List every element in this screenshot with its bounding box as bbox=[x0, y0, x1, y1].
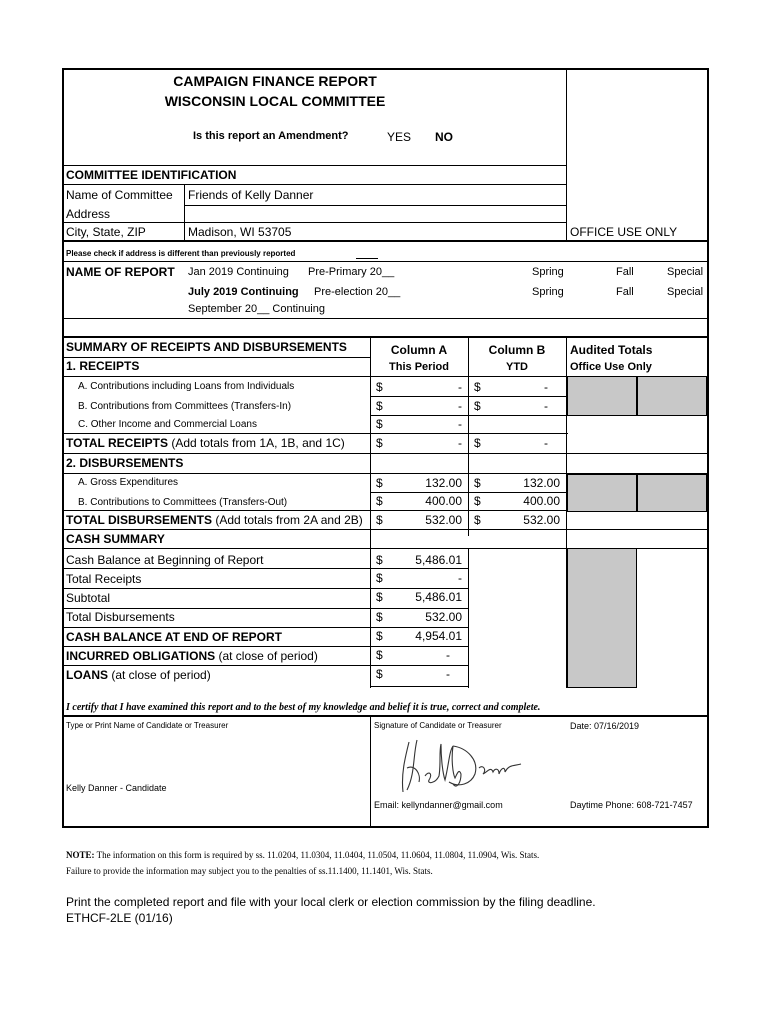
rule bbox=[62, 715, 709, 717]
obligations-label bbox=[66, 649, 318, 663]
rule bbox=[370, 492, 568, 493]
rule bbox=[62, 68, 709, 70]
rule bbox=[707, 68, 709, 828]
total-receipts-note: (Add totals from 1A, 1B, and 1C) bbox=[171, 436, 345, 450]
dollar-sign: $ bbox=[376, 590, 383, 604]
dollar-sign: $ bbox=[376, 553, 383, 567]
rule bbox=[62, 665, 468, 666]
report-option[interactable]: Special bbox=[667, 286, 704, 298]
email[interactable]: Email: kellyndanner@gmail.com bbox=[374, 800, 503, 810]
rule bbox=[62, 608, 468, 609]
amount-cell[interactable]: 532.00 bbox=[425, 513, 462, 527]
disbursements-section: 2. DISBURSEMENTS bbox=[66, 456, 184, 470]
amendment-no[interactable]: NO bbox=[435, 130, 453, 144]
amount-cell[interactable]: 400.00 bbox=[523, 494, 560, 508]
report-option[interactable]: Pre-Primary 20__ bbox=[308, 266, 395, 278]
rule bbox=[62, 627, 468, 628]
loans-note: (at close of period) bbox=[111, 668, 211, 682]
dollar-sign: $ bbox=[376, 436, 383, 450]
dollar-sign: $ bbox=[474, 513, 481, 527]
summary-title: SUMMARY OF RECEIPTS AND DISBURSEMENTS bbox=[66, 340, 347, 354]
amount-cell[interactable]: - bbox=[458, 417, 462, 431]
address-check: Please check if address is different than previously reported bbox=[66, 249, 296, 258]
amount-cell[interactable]: - bbox=[446, 648, 450, 662]
amount-cell[interactable]: 4,954.01 bbox=[415, 629, 462, 643]
report-option[interactable]: Spring bbox=[532, 266, 564, 278]
report-option[interactable]: Jan 2019 Continuing bbox=[188, 266, 289, 278]
dollar-sign: $ bbox=[474, 380, 481, 394]
audited-cell bbox=[637, 376, 707, 416]
dollar-sign: $ bbox=[474, 399, 481, 413]
disb-a-label: A. Gross Expenditures bbox=[78, 477, 179, 488]
amount-cell[interactable]: - bbox=[446, 667, 450, 681]
cash-begin-label: Cash Balance at Beginning of Report bbox=[66, 553, 264, 567]
rule bbox=[62, 240, 709, 242]
dollar-sign: $ bbox=[376, 494, 383, 508]
name-value[interactable]: Friends of Kelly Danner bbox=[188, 188, 314, 202]
column-a-title: Column A bbox=[390, 343, 448, 357]
rule bbox=[62, 184, 567, 185]
report-name-label: NAME OF REPORT bbox=[66, 265, 175, 279]
amount-cell[interactable]: 532.00 bbox=[425, 610, 462, 624]
title-line-1: CAMPAIGN FINANCE REPORT bbox=[173, 73, 377, 89]
amount-cell[interactable]: - bbox=[458, 399, 462, 413]
title-line-2: WISCONSIN LOCAL COMMITTEE bbox=[164, 93, 386, 109]
rule bbox=[468, 336, 469, 536]
dollar-sign: $ bbox=[376, 667, 383, 681]
rule bbox=[184, 184, 185, 240]
audited-cell bbox=[567, 376, 637, 416]
dollar-sign: $ bbox=[376, 571, 383, 585]
note-label: NOTE: bbox=[66, 850, 95, 860]
rule bbox=[62, 433, 568, 434]
amount-cell[interactable]: - bbox=[544, 436, 548, 450]
cash-summary-section: CASH SUMMARY bbox=[66, 532, 165, 546]
signature-date[interactable]: Date: 07/16/2019 bbox=[570, 721, 640, 731]
signature-image bbox=[395, 734, 530, 796]
total-disb-bold: TOTAL DISBURSEMENTS bbox=[66, 513, 213, 527]
rule bbox=[370, 415, 707, 416]
office-use-only: OFFICE USE ONLY bbox=[570, 225, 678, 239]
address-check-blank[interactable] bbox=[356, 258, 378, 259]
note-text: The information on this form is required by ss. 11.0204, 11.0304, 11.0404, 11.0504, 11.0604, 11.0804, 11.0904, Wis. Stats. bbox=[96, 850, 540, 860]
print-name-label: Type or Print Name of Candidate or Treasurer bbox=[66, 721, 229, 730]
rule bbox=[566, 68, 567, 240]
dollar-sign: $ bbox=[474, 476, 481, 490]
amount-cell[interactable]: - bbox=[458, 380, 462, 394]
rule bbox=[62, 473, 707, 474]
total-disb-note: (Add totals from 2A and 2B) bbox=[215, 513, 363, 527]
amount-cell[interactable]: 532.00 bbox=[523, 513, 560, 527]
total-receipts-cash-label: Total Receipts bbox=[66, 572, 142, 586]
rule bbox=[370, 715, 371, 827]
rule bbox=[184, 205, 567, 206]
dollar-sign: $ bbox=[376, 648, 383, 662]
dollar-sign: $ bbox=[376, 610, 383, 624]
disb-b-label: B. Contributions to Committees (Transfers-Out) bbox=[78, 497, 288, 508]
obligations-note: (at close of period) bbox=[218, 649, 318, 663]
rule bbox=[62, 453, 707, 454]
dollar-sign: $ bbox=[376, 417, 383, 431]
report-option[interactable]: Pre-election 20__ bbox=[314, 286, 401, 298]
loans-label bbox=[66, 668, 211, 682]
amount-cell[interactable]: - bbox=[458, 571, 462, 585]
rule bbox=[62, 548, 707, 549]
total-receipts-bold: TOTAL RECEIPTS bbox=[66, 436, 169, 450]
name-label: Name of Committee bbox=[66, 188, 173, 202]
audited-cell bbox=[567, 474, 637, 512]
rule bbox=[62, 261, 709, 262]
amount-cell[interactable]: 400.00 bbox=[425, 494, 462, 508]
report-option[interactable]: Special bbox=[667, 266, 704, 278]
amount-cell[interactable]: 5,486.01 bbox=[415, 553, 462, 567]
form-number: ETHCF-2LE (01/16) bbox=[66, 911, 173, 925]
rule bbox=[62, 357, 370, 358]
dollar-sign: $ bbox=[376, 476, 383, 490]
receipt-b-label: B. Contributions from Committees (Transfers-In) bbox=[78, 401, 292, 412]
rule bbox=[62, 336, 709, 338]
phone[interactable]: Daytime Phone: 608-721-7457 bbox=[570, 800, 693, 810]
dollar-sign: $ bbox=[376, 380, 383, 394]
rule bbox=[62, 165, 567, 166]
rule bbox=[370, 336, 371, 688]
audited-totals: Audited Totals bbox=[570, 343, 653, 357]
receipt-a-label: A. Contributions including Loans from Individuals bbox=[78, 381, 295, 392]
rule bbox=[62, 646, 468, 647]
rule bbox=[62, 826, 709, 828]
cash-end-label: CASH BALANCE AT END OF REPORT bbox=[66, 630, 282, 644]
city-value[interactable]: Madison, WI 53705 bbox=[188, 225, 292, 239]
amount-cell[interactable]: 132.00 bbox=[523, 476, 560, 490]
report-option[interactable]: Fall bbox=[616, 286, 634, 298]
amendment-question: Is this report an Amendment? bbox=[193, 130, 349, 142]
obligations-bold: INCURRED OBLIGATIONS bbox=[66, 649, 216, 663]
rule bbox=[62, 510, 568, 511]
total-receipts-label bbox=[66, 436, 345, 450]
amendment-yes[interactable]: YES bbox=[387, 130, 412, 144]
office-use-only-col: Office Use Only bbox=[570, 361, 652, 373]
report-option[interactable]: Spring bbox=[532, 286, 564, 298]
column-b-title: Column B bbox=[488, 343, 546, 357]
dollar-sign: $ bbox=[474, 494, 481, 508]
dollar-sign: $ bbox=[376, 399, 383, 413]
candidate-name[interactable]: Kelly Danner - Candidate bbox=[66, 783, 167, 793]
rule bbox=[62, 318, 709, 319]
column-a-subtitle: This Period bbox=[389, 361, 449, 373]
note-line-1 bbox=[66, 850, 539, 860]
committee-section: COMMITTEE IDENTIFICATION bbox=[66, 168, 237, 182]
amount-cell[interactable]: - bbox=[544, 380, 548, 394]
amount-cell[interactable]: 132.00 bbox=[425, 476, 462, 490]
report-option-selected[interactable]: July 2019 Continuing bbox=[188, 286, 299, 298]
dollar-sign: $ bbox=[376, 629, 383, 643]
rule bbox=[62, 222, 567, 223]
city-label: City, State, ZIP bbox=[66, 225, 146, 239]
amount-cell[interactable]: 5,486.01 bbox=[415, 590, 462, 604]
receipt-c-label: C. Other Income and Commercial Loans bbox=[78, 419, 257, 430]
rule bbox=[62, 568, 468, 569]
rule bbox=[370, 396, 568, 397]
dollar-sign: $ bbox=[474, 436, 481, 450]
dollar-sign: $ bbox=[376, 513, 383, 527]
rule bbox=[468, 548, 469, 688]
note-line-2: Failure to provide the information may subject you to the penalties of ss.11.1400, 11.1401, Wis. Stats. bbox=[66, 866, 433, 876]
rule bbox=[370, 686, 468, 687]
audited-cell bbox=[637, 474, 707, 512]
amount-cell[interactable]: - bbox=[544, 399, 548, 413]
total-disb-cash-label: Total Disbursements bbox=[66, 610, 175, 624]
column-b-subtitle: YTD bbox=[506, 361, 528, 373]
subtotal-label: Subtotal bbox=[66, 591, 111, 605]
audited-cell bbox=[567, 548, 637, 688]
print-instructions: Print the completed report and file with your local clerk or election commission by the filing deadline. bbox=[66, 895, 596, 909]
certification-text: I certify that I have examined this report and to the best of my knowledge and belief it is true, correct and complete. bbox=[66, 702, 541, 713]
signature-label: Signature of Candidate or Treasurer bbox=[374, 721, 502, 730]
report-option[interactable]: September 20__ Continuing bbox=[188, 303, 325, 315]
loans-bold: LOANS bbox=[66, 668, 108, 682]
rule bbox=[62, 529, 707, 530]
total-disb-label bbox=[66, 513, 363, 527]
rule bbox=[62, 68, 64, 828]
address-label: Address bbox=[66, 207, 111, 221]
report-option[interactable]: Fall bbox=[616, 266, 634, 278]
receipts-section: 1. RECEIPTS bbox=[66, 359, 140, 373]
rule bbox=[62, 588, 468, 589]
amount-cell[interactable]: - bbox=[458, 436, 462, 450]
